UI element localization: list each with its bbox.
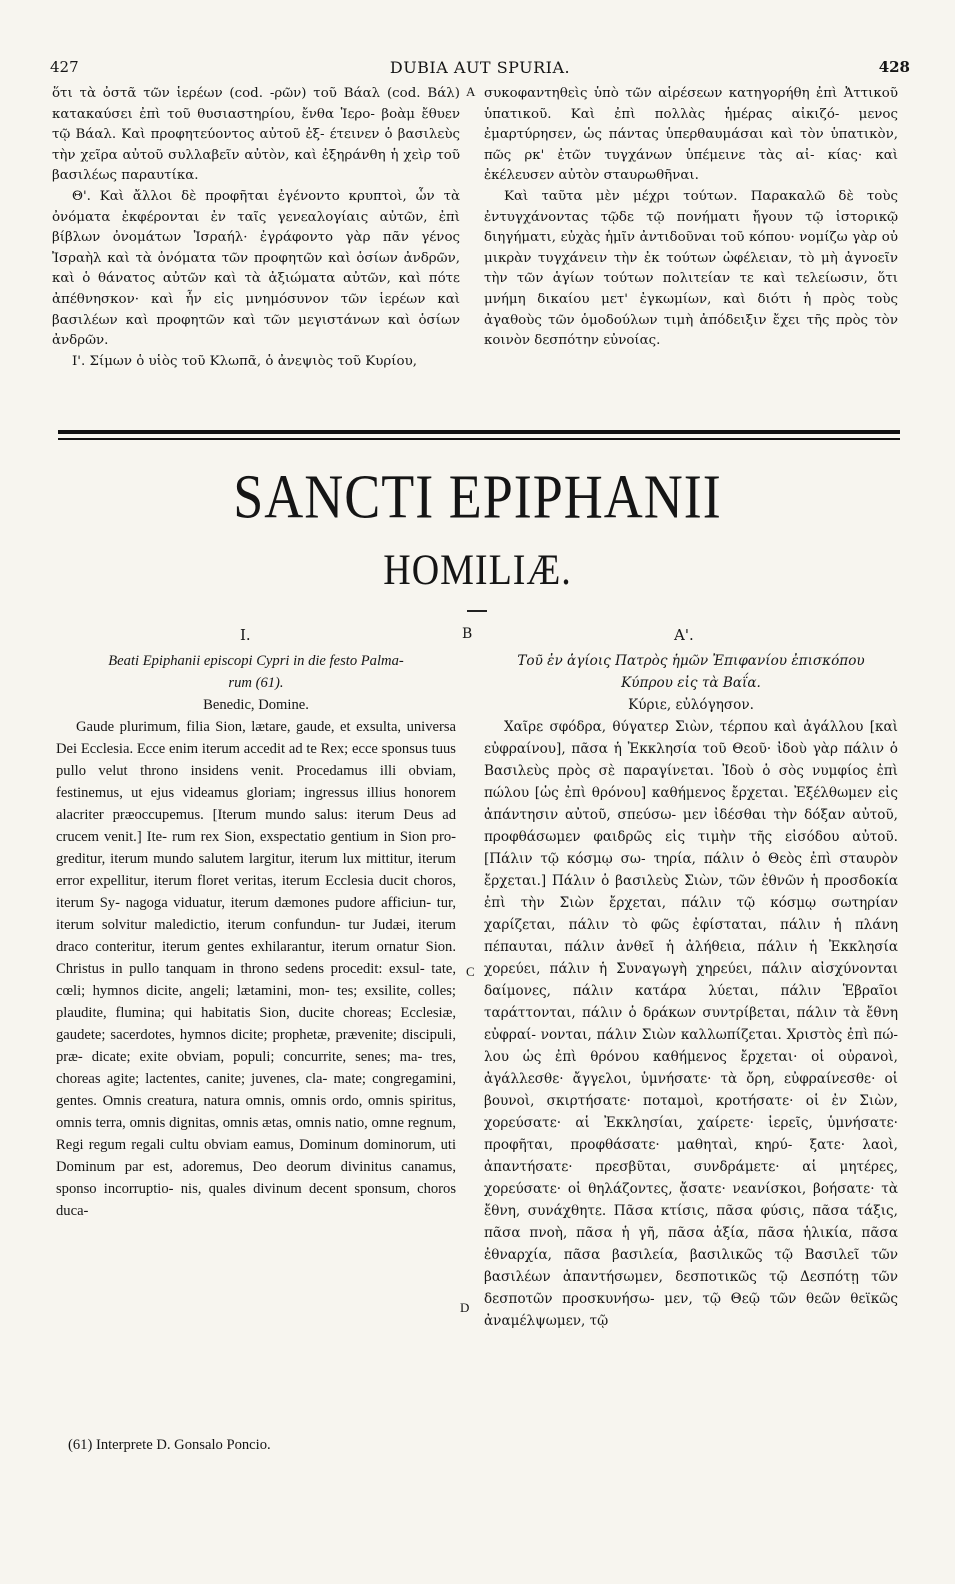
latin-benedic: Benedic, Domine.: [203, 697, 309, 713]
top-left-column: [52, 84, 460, 372]
sub-title: HOMILIÆ.: [383, 545, 572, 595]
greek-homily-number: Α'.: [674, 626, 694, 644]
greek-heading: Τοῦ ἐν ἁγίοις Πατρὸς ἡμῶν Ἐπιφανίου ἐπισκόπου Κύπρου εἰς τὰ Βαΐα.: [517, 653, 865, 691]
latin-text: Gaude plurimum, filia Sion, lætare, gaude, et exsulta, universa Dei Ecclesia. Ecce enim iterum accedit ad te Rex; ecce sponsus tuus pullo velut throno insidens venit. Procedamus illi obviam, festinemus, ut ejus videamus gloriam; ingressus illius honorem alacriter præoccupemus. [Iterum mundo salus: iterum Deus ad crucem venit.] Ite- rum rex Sion, exspectatio gentium in Sion pro- greditur, iterum mundo salutem largitur, iterum lux mittitur, iterum error expellitur, iterum floret veritas, iterum Ecclesia ducit choros, iterum Sy- nagoga viduatur, iterum dæmones pudore afficiun- tur, iterum solvitur maledictio, iterum confundun- tur Judæi, iterum draco conteritur, iterum gentes exhilarantur, iterum ornatur Sion. Christus in pullo tanquam in throno sedens procedit: exsul- tate, cœli; hymnos dicite, angeli; lætamini, mon- tes; exsilite, colles; plaudite, flumina; qui habitatis Sion, ducite choreas; Ecclesiæ, gaudete; sacerdotes, hymnos dicite; prophetæ, prævenite; discipuli, præ- dicate; exite obviam, populi; concurrite, senes; ma- tres, choreas agite; lactentes, canite; juvenes, cla- mate; congregamini, gentes. Omnis creatura, natura omnis, omnis ordo, omnis spiritus, omnis terra, omnis dignitas, omnis ætas, omnis natio, omne regnum, Regi regum regali cultu obviam eamus, Dominum dominorum, uti Dominum par est, adoremus, Deo deorum divinitus canamus, sponso incorruptio- nis, quales divinum decent sponsum, choros duca-: [56, 719, 457, 1219]
top-left-paragraph-2: Θ'. Καὶ ἄλλοι δὲ προφῆται ἐγένοντο κρυπτοὶ, ὧν τὰ ὀνόματα ἐκφέρονται ἐν ταῖς γενεαλογίαις αὐτῶν, ἐπὶ βίβλων ὀνομάτων Ἰσραήλ· ἐγράφοντο γὰρ πᾶν γένος Ἰσραὴλ καὶ τὰ ὀνόματα τῶν προφητῶν καὶ ὁσίων ἀνδρῶν, καὶ ὁ θάνατος αὐτῶν καὶ τὰ ἀξιώματα αὐτῶν, καὶ πότε ἀπέθνησκον· καὶ ἦν εἰς μνημόσυνον τῶν ἱερέων καὶ βασιλέων καὶ προφητῶν καὶ τῶν μεγιστάνων καὶ ὁσίων ἀνδρῶν.: [52, 188, 461, 349]
running-title: DUBIA AUT SPURIA.: [389, 58, 571, 77]
top-right-paragraph-2: Καὶ ταῦτα μὲν μέχρι τούτων. Παρακαλῶ δὲ τοὺς ἐντυγχάνοντας τῷδε τῷ πονήματι ἤγουν τῷ ἱστορικῷ διηγήματι, εὐχὰς ἡμῖν ἀντιδοῦναι τοῦ κόπου· νομίζω γὰρ οὐ μικρὰν τυγχάνειν τὴν ἐκ τούτων ὠφέλειαν, τὸ μὴ ἀγνοεῖν τὴν τῶν ἁγίων τούτων πολιτείαν τε καὶ τελείωσιν, ὅτι μνήμη δικαίου μετ' ἐγκωμίων, καὶ διότι ἡ πρὸς τοὺς ἀγαθοὺς τῶν ὁμοδούλων τιμὴ ἀπόδειξιν ἔχει τῆς πρὸς τὸν κοινὸν δεσπότην εὐνοίας.: [484, 188, 898, 349]
greek-column: [484, 650, 898, 1332]
top-left-paragraph-3: Ι'. Σίμων ὁ υἱὸς τοῦ Κλωπᾶ, ὁ ἀνεψιὸς τοῦ Κυρίου,: [72, 353, 417, 369]
top-left-paragraph-1: ὅτι τὰ ὀστᾶ τῶν ἱερέων (cod. -ρῶν) τοῦ Βάαλ (cod. Βάλ) κατακαύσει ἐπὶ τοῦ θυσιαστηρίου, ἔνθα Ἱερο- βοὰμ ἔθυεν τῷ Βάαλ. Καὶ προφητεύοντος αὐτοῦ ἐξ- έτεινεν ὁ βασιλεὺς τὴν χεῖρα αὐτοῦ συλλαβεῖν αὐτὸν, καὶ ἐξηράνθη ἡ χεὶρ τοῦ βασιλέως παραυτίκα.: [52, 86, 460, 184]
margin-letter-a: A: [466, 84, 476, 99]
margin-letter-c: C: [466, 964, 475, 979]
margin-letter-d: D: [460, 1300, 470, 1315]
page-number-left: 427: [50, 58, 79, 76]
running-header: [50, 58, 910, 80]
latin-column: [56, 650, 456, 1222]
thin-rule: [58, 438, 900, 440]
top-right-column: [484, 84, 898, 352]
margin-letter-b: B: [462, 626, 473, 642]
top-right-paragraph-1: συκοφαντηθεὶς ὑπὸ τῶν αἱρέσεων κατηγορήθη ἐπὶ Ἀττικοῦ ὑπατικοῦ. Καὶ ἐπὶ πολλὰς ἡμέρας αἰκιζό- μενος ἐμαρτύρησεν, ὡς πάντας ὑπερθαυμάσαι καὶ τὸν ὑπατικὸν, πῶς ρκ' ἐτῶν τυγχάνων ὑπέμεινε τὰς αἰ- κίας· καὶ ἐκέλευσεν αὐτὸν σταυρωθῆναι.: [484, 86, 898, 184]
thick-rule: [58, 430, 900, 434]
main-title: SANCTI EPIPHANII: [233, 462, 722, 532]
footnote: (61) Interprete D. Gonsalo Poncio.: [68, 1437, 271, 1453]
page-number-right: 428: [878, 58, 910, 76]
title-dash: [467, 610, 487, 612]
greek-text: Χαῖρε σφόδρα, θύγατερ Σιὼν, τέρπου καὶ ἀγάλλου [καὶ εὐφραίνου], πᾶσα ἡ Ἐκκλησία τοῦ Θεοῦ· ἰδοὺ γὰρ πάλιν ὁ Βασιλεὺς πρὸς σὲ παραγίνεται. Ἰδοὺ ὁ σὸς νυμφίος ἐπὶ πώλου [ὡς ἐπὶ θρόνου] καθήμενος ἔρχεται. Ἐξέλθωμεν εἰς ἀπάντησιν αὐτοῦ, σπεύσω- μεν ἰδέσθαι τὴν δόξαν αὐτοῦ, προφθάσωμεν φαιδρῶς εἰς τιμὴν τῆς εἰσόδου αὐτοῦ. [Πάλιν τῷ κόσμῳ σω- τηρία, πάλιν ὁ Θεὸς ἐπὶ σταυρὸν ἔρχεται.] Πάλιν ὁ βασιλεὺς Σιὼν, τῶν ἐθνῶν ἡ προσδοκία ἐπὶ τὴν Σιὼν ἔρχεται, πάλιν τῷ κόσμῳ σωτηρίαν χαρίζεται, πάλιν τὸ φῶς ἐφίσταται, πάλιν ἡ πλάνη πέπαυται, πάλιν ἀνθεῖ ἡ ἀλήθεια, πάλιν ἡ Ἐκκλησία χορεύει, πάλιν ἡ Συναγωγὴ χηρεύει, πάλιν αἰσχύνονται δαίμονες, πάλιν κατάρα λύεται, πάλιν Ἑβραῖοι ταράττονται, πάλιν ὁ δράκων συντρίβεται, πάλιν τὰ ἔθνη εὐφραί- νονται, πάλιν Σιὼν καλλωπίζεται. Χριστὸς ἐπὶ πώ- λου ὡς ἐπὶ θρόνου καθήμενος ἔρχεται· οἱ οὐρανοὶ, ἀγάλλεσθε· ἄγγελοι, ὑμνήσατε· τὰ ὄρη, εὐφραίνεσθε· οἱ βουνοὶ, σκιρτήσατε· ποταμοὶ, κροτήσατε· οἱ ἐν Σιὼν, χορεύσατε· αἱ Ἐκκλησίαι, χαίρετε· ἱερεῖς, ὑμνήσατε· προφῆται, προφθάσατε· μαθηταὶ, κηρύ- ξατε· λαοὶ, ἀπαντήσατε· πρεσβῦται, συνδράμετε· αἱ μητέρες, χορεύσατε· οἱ θηλάζοντες, ᾄσατε· νεανίσκοι, βοήσατε· τὰ ἔθνη, συνάχθητε. Πᾶσα κτίσις, πᾶσα φύσις, πᾶσα τάξις, πᾶσα πνοὴ, πᾶσα ἡ γῆ, πᾶσα ἀξία, πᾶσα ἡλικία, πᾶσα ἐθναρχία, πᾶσα βασιλεία, βασιλικῶς τῷ Βασιλεῖ τῶν βασιλέων ἀπαντήσωμεν, δεσποτικῶς τῷ Δεσπότῃ τῶν δεσποτῶν προσκυνήσω- μεν, τῷ Θεῷ τῶν θεῶν θεϊκῶς ἀναμέλψωμεν, τῷ: [484, 719, 899, 1329]
greek-benedic: Κύριε, εὐλόγησον.: [628, 697, 754, 713]
latin-homily-number: I.: [240, 626, 251, 644]
latin-heading: Beati Epiphanii episcopi Cypri in die festo Palma- rum (61).: [108, 653, 404, 691]
